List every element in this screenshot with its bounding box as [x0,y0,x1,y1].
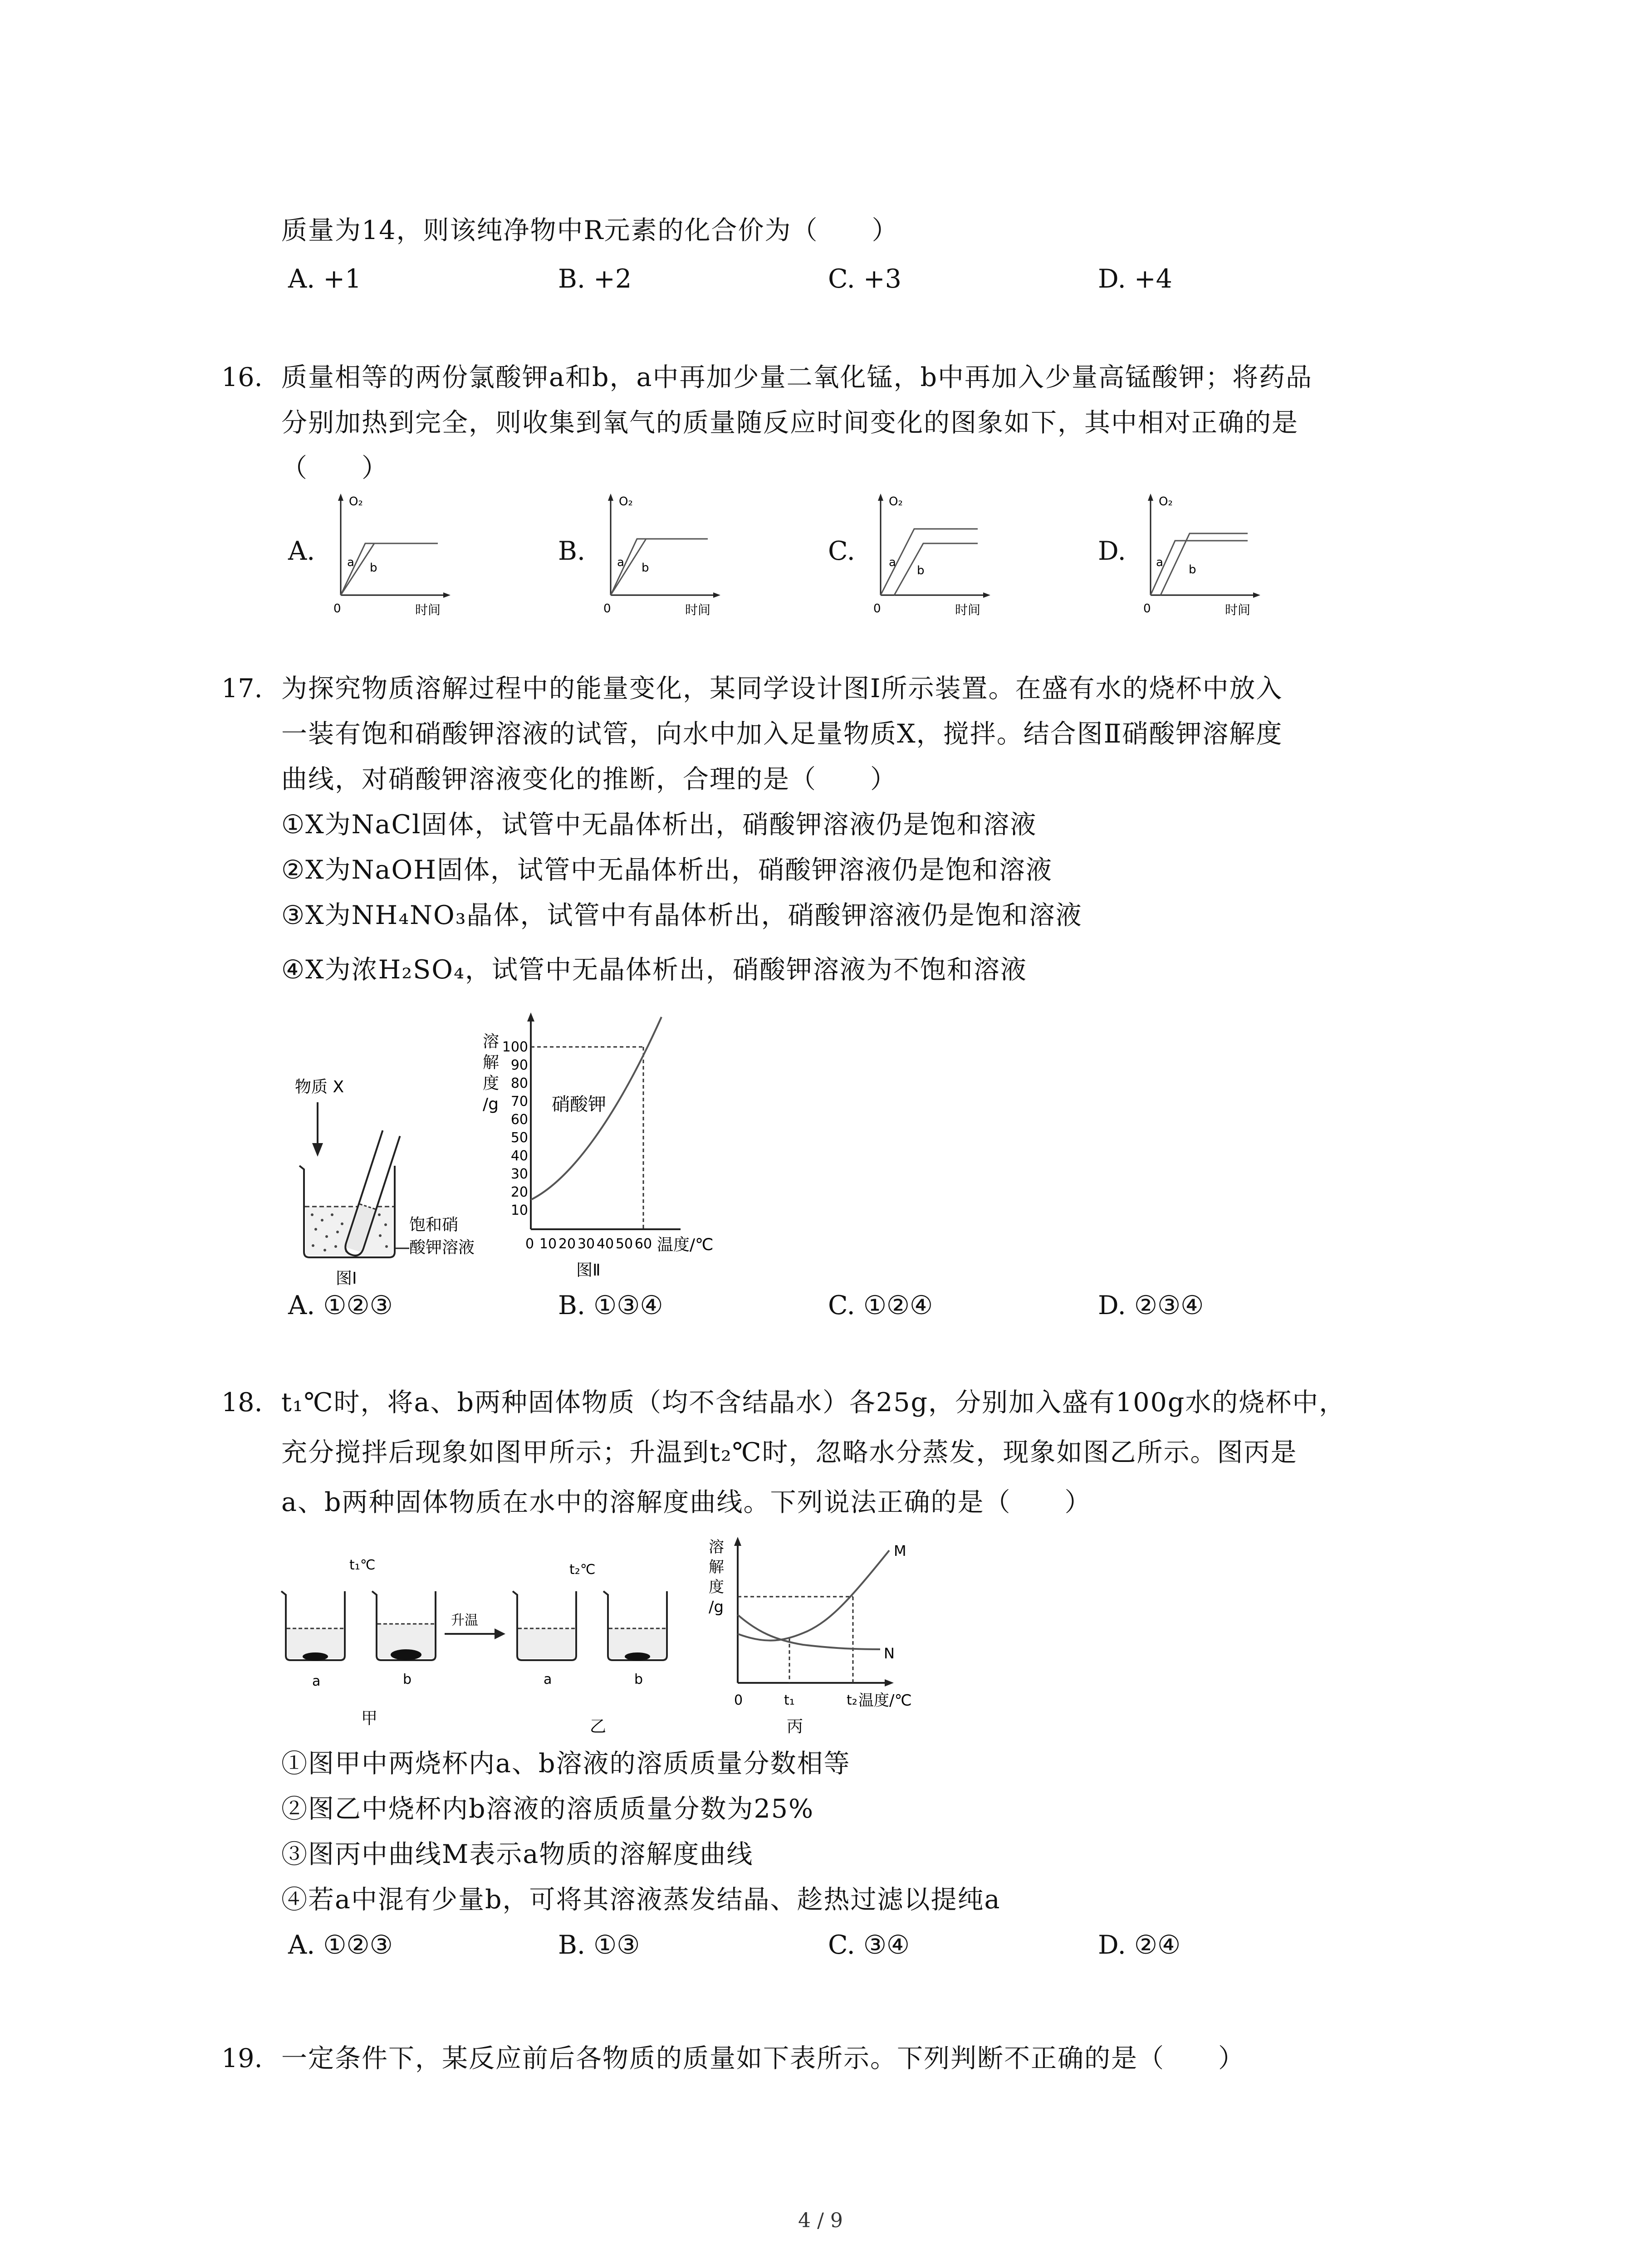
q16-option-d-label: D. [1098,536,1126,566]
q18-graph-y-label-2: 解 [709,1558,724,1576]
q18-graph-curve-n [738,1615,880,1649]
q18-fig-beaker-a-2: a [544,1672,552,1687]
q18-stem-line-1: t₁℃时，将a、b两种固体物质（均不含结晶水）各25g，分别加入盛有100g水的烧杯中， [281,1388,1346,1418]
q16-graph-c-curve-b: b [917,564,925,577]
q16-graph-b-origin: 0 [603,602,611,616]
q16-graph-d-x-label: 时间 [1225,602,1251,617]
q18-fig-t2-label: t₂℃ [569,1562,596,1578]
q16-graph-b-y-label: O₂ [619,495,633,508]
q18-fig-caption-jia: 甲 [361,1709,378,1728]
q18-stem-line-3: a、b两种固体物质在水中的溶解度曲线。下列说法正确的是（ ） [281,1487,1092,1517]
q17-fig2-origin: 0 [525,1236,534,1252]
q16-graph-a-origin: 0 [333,602,341,616]
q16-graph-d-y-label: O₂ [1159,495,1173,508]
q16-stem-line-3: （ ） [281,453,388,483]
q15-option-b: B. +2 [558,264,632,294]
q16-graph-d [1134,490,1270,617]
q18-fig-beaker-b-1: b [403,1672,412,1687]
q18-fig-caption-bing: 丙 [787,1717,803,1736]
q17-fig2-y-tick-60: 60 [510,1112,528,1128]
q16-graph-c-curve-a: a [889,556,896,569]
q19-stem: 一定条件下，某反应前后各物质的质量如下表所示。下列判断不正确的是（ ） [281,2043,1245,2073]
q16-option-a-label: A. [288,536,315,566]
q18-solubility-graph [708,1533,962,1742]
q17-fig2-y-tick-70: 70 [510,1094,528,1110]
q16-stem-line-1: 质量相等的两份氯酸钾a和b，a中再加少量二氧化锰，b中再加入少量高锰酸钾；将药品 [281,362,1313,392]
q18-graph-curve-m [738,1550,889,1641]
q17-statement-2: ②X为NaOH固体，试管中无晶体析出，硝酸钾溶液仍是饱和溶液 [281,855,1053,885]
q16-graph-d-curve-a: a [1156,556,1163,569]
q17-statement-4: ④X为浓H₂SO₄，试管中无晶体析出，硝酸钾溶液为不饱和溶液 [281,955,1027,985]
q18-statement-2: ②图乙中烧杯内b溶液的溶质质量分数为25% [281,1794,814,1824]
q17-fig2-y-tick-30: 30 [510,1166,528,1182]
q17-stem-line-3: 曲线，对硝酸钾溶液变化的推断，合理的是（ ） [281,764,897,794]
q18-statement-3: ③图丙中曲线M表示a物质的溶解度曲线 [281,1839,754,1869]
q18-option-c: C. ③④ [828,1930,910,1960]
q18-stem-line-2: 充分搅拌后现象如图甲所示；升温到t₂℃时，忽略水分蒸发，现象如图乙所示。图丙是 [281,1437,1298,1467]
q16-graph-c-origin: 0 [873,602,881,616]
q16-graph-c [864,490,1000,617]
q19-number: 19. [221,2043,263,2073]
q18-fig-beaker-b-2: b [634,1672,643,1687]
q17-fig1-solution-label-2: 酸钾溶液 [409,1238,475,1257]
q17-number: 17. [221,674,263,704]
q18-graph-x-label: 温度/℃ [858,1691,912,1710]
q17-fig2-x-tick-10: 10 [539,1236,557,1252]
q15-option-d: D. +4 [1098,264,1172,294]
q16-graph-d-origin: 0 [1143,602,1151,616]
q16-graph-b-x-label: 时间 [685,602,711,617]
q17-fig2-x-tick-60: 60 [634,1236,652,1252]
q16-graph-a-curve-a: a [347,556,354,569]
q17-option-d: D. ②③④ [1098,1290,1204,1320]
q17-option-c: C. ①②④ [828,1290,933,1320]
q18-number: 18. [221,1388,263,1418]
q18-fig-t1-label: t₁℃ [349,1557,376,1573]
q17-fig2-y-label-char-3: 度 [483,1074,500,1093]
q17-fig1-substance-label: 物质 X [295,1078,344,1096]
q17-fig2-curve-label: 硝酸钾 [552,1094,606,1115]
q16-graph-a-y-label: O₂ [349,495,363,508]
q17-fig2-y-tick-50: 50 [510,1130,528,1146]
q18-graph-origin: 0 [734,1692,743,1708]
q16-stem-line-2: 分别加热到完全，则收集到氧气的质量随反应时间变化的图象如下，其中相对正确的是 [281,408,1298,438]
q17-fig2-y-label-char-2: 解 [483,1053,500,1072]
q17-stem-line-2: 一装有饱和硝酸钾溶液的试管，向水中加入足量物质X，搅拌。结合图Ⅱ硝酸钾溶解度 [281,719,1283,749]
q17-fig2-y-tick-10: 10 [510,1202,528,1218]
q16-graph-b-curve-b: b [642,561,649,575]
q18-statement-1: ①图甲中两烧杯内a、b溶液的溶质质量分数相等 [281,1749,851,1779]
q15-option-a: A. +1 [288,264,362,294]
q18-fig-heat-label: 升温 [451,1613,478,1628]
q16-graph-a [324,490,460,617]
q16-graph-b [594,490,730,617]
q15-option-c: C. +3 [828,264,901,294]
q18-graph-y-label-3: 度 [709,1578,724,1596]
q16-graph-a-curve-b: b [370,561,377,575]
q18-graph-tick-t1: t₁ [784,1692,795,1708]
q17-fig2-y-tick-90: 90 [510,1057,528,1073]
q16-graph-a-x-label: 时间 [415,602,441,617]
q15-stem-continuation: 质量为14，则该纯净物中R元素的化合价为（ ） [281,215,899,245]
q18-fig-beaker-a-1: a [312,1673,321,1689]
q17-fig2-y-label [483,1032,499,1114]
q17-fig2-caption: 图Ⅱ [576,1261,601,1280]
q16-option-b-label: B. [558,536,586,566]
q17-statement-1: ①X为NaCl固体，试管中无晶体析出，硝酸钾溶液仍是饱和溶液 [281,810,1037,840]
q18-fig-caption-yi: 乙 [590,1717,607,1736]
q18-beakers-figure [272,1538,726,1742]
q17-fig2-y-tick-40: 40 [510,1148,528,1164]
q17-fig1-solution-label-1: 饱和硝 [409,1216,459,1234]
q17-fig2-x-tick-40: 40 [596,1236,614,1252]
q16-graph-c-y-label: O₂ [889,495,903,508]
q17-option-b: B. ①③④ [558,1290,663,1320]
q17-fig2-x-tick-50: 50 [615,1236,633,1252]
q18-option-a: A. ①②③ [288,1930,393,1960]
q17-fig2-y-label-char-1: 溶 [483,1032,500,1051]
q18-graph-label-n: N [884,1645,895,1662]
q17-fig1-caption: 图Ⅰ [336,1269,357,1288]
q18-graph-y-label-1: 溶 [709,1538,724,1556]
q17-fig2-x-tick-20: 20 [558,1236,576,1252]
q16-option-c-label: C. [828,536,855,566]
q17-stem-line-1: 为探究物质溶解过程中的能量变化，某同学设计图Ⅰ所示装置。在盛有水的烧杯中放入 [281,674,1283,704]
q16-graph-d-curve-b: b [1189,563,1196,577]
q18-option-b: B. ①③ [558,1930,640,1960]
q17-statement-3: ③X为NH₄NO₃晶体，试管中有晶体析出，硝酸钾溶液仍是饱和溶液 [281,900,1083,930]
q18-option-d: D. ②④ [1098,1930,1181,1960]
q18-graph-label-m: M [894,1542,906,1559]
page-number: 4 / 9 [798,2209,843,2232]
q17-fig2-y-tick-100: 100 [502,1039,528,1055]
q17-option-a: A. ①②③ [288,1290,393,1320]
q17-fig2-y-tick-80: 80 [510,1075,528,1091]
q18-graph-y-label-4: /g [709,1598,724,1616]
q16-graph-b-curve-a: a [617,556,624,569]
q18-graph-tick-t2: t₂ [847,1692,857,1708]
q17-figure-1 [290,1070,481,1325]
q17-fig2-y-tick-20: 20 [510,1184,528,1200]
q16-graph-c-x-label: 时间 [955,602,981,617]
q18-statement-4: ④若a中混有少量b，可将其溶液蒸发结晶、趁热过滤以提纯a [281,1885,1001,1915]
q17-fig2-y-label-char-4: /g [483,1095,499,1114]
q17-figure-2 [481,1007,771,1280]
q17-fig2-x-tick-30: 30 [577,1236,595,1252]
q17-fig2-x-label: 温度/℃ [657,1236,714,1254]
q16-number: 16. [221,362,263,392]
